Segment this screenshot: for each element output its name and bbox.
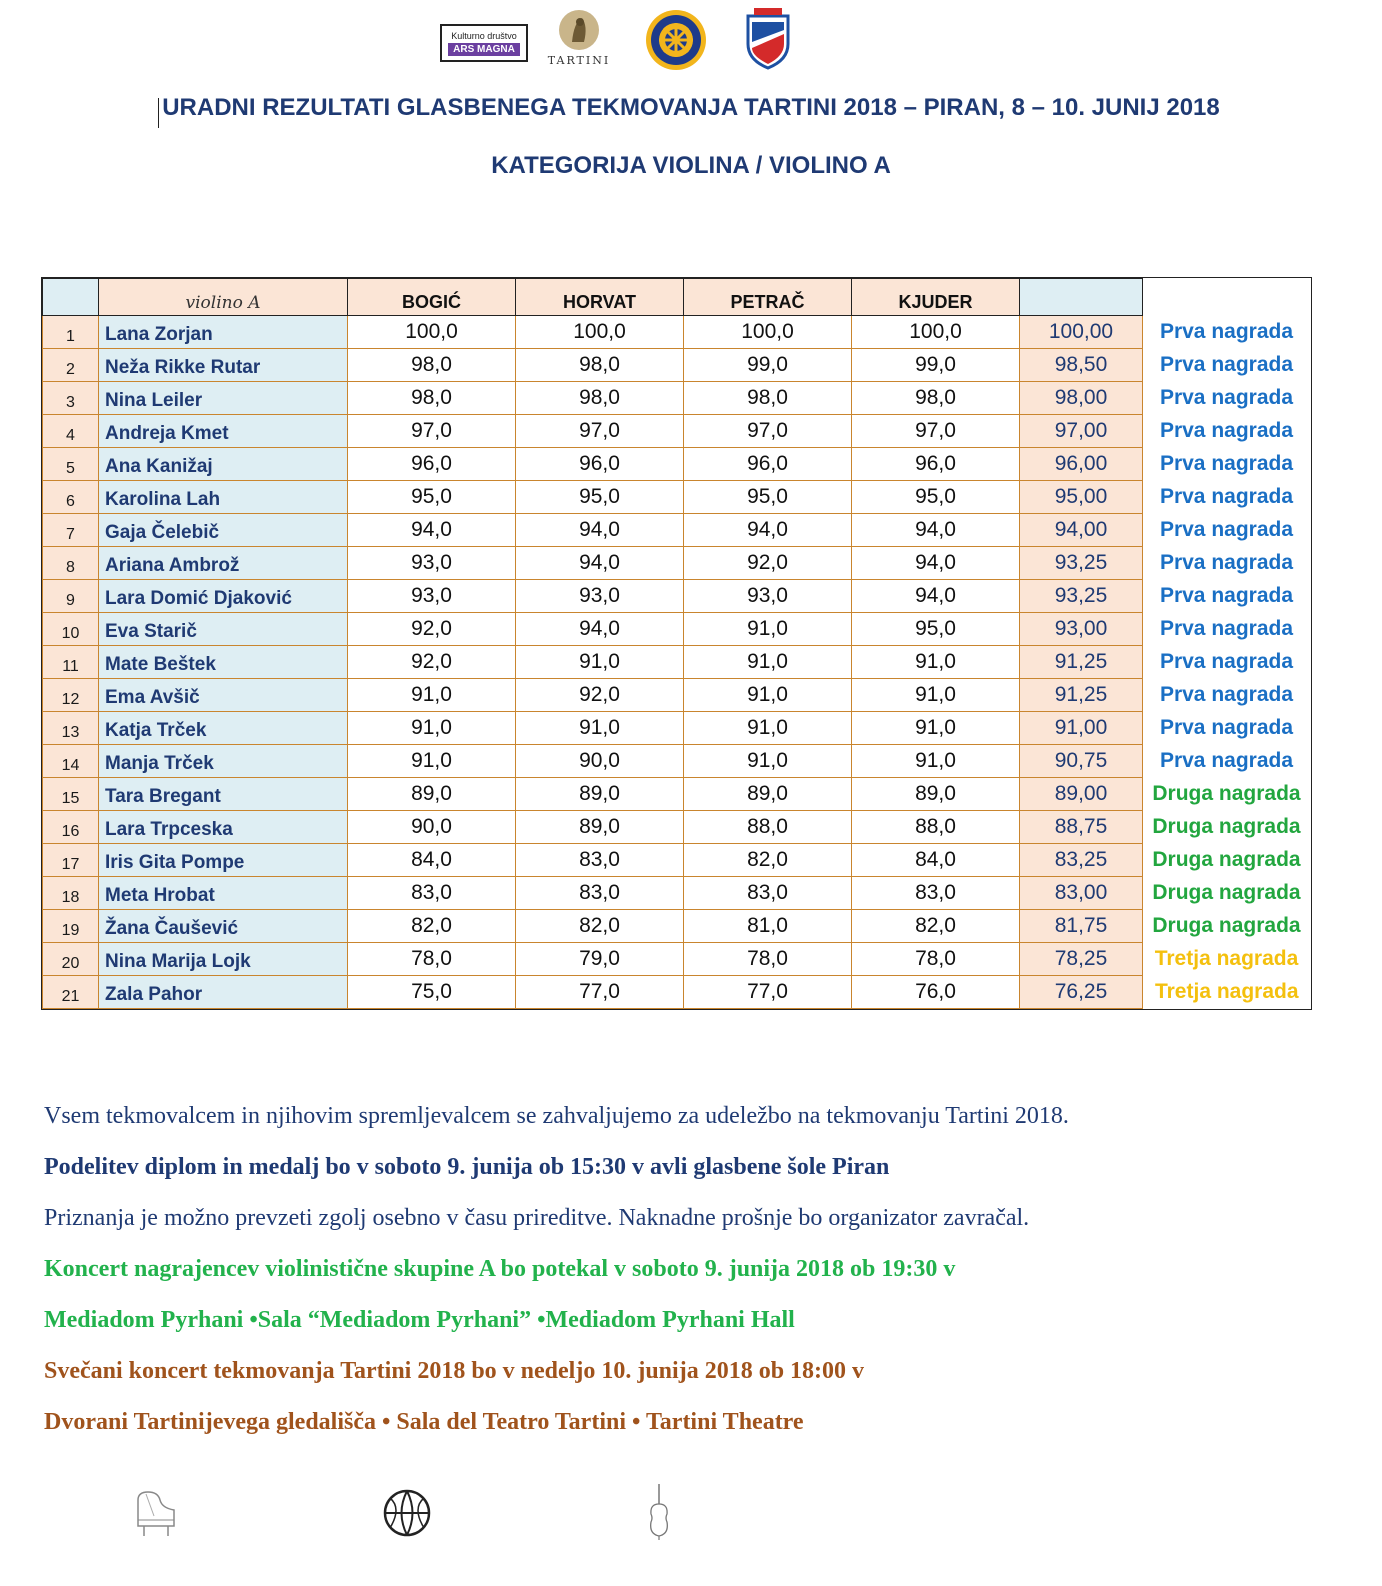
contestant-name: Zala Pahor bbox=[99, 976, 348, 1009]
table-row bbox=[43, 316, 1311, 349]
score-kjuder: 94,0 bbox=[852, 514, 1020, 547]
average-score: 83,25 bbox=[1020, 844, 1143, 877]
row-index: 15 bbox=[43, 778, 99, 811]
score-horvat: 93,0 bbox=[516, 580, 684, 613]
contestant-name: Katja Trček bbox=[99, 712, 348, 745]
score-kjuder: 78,0 bbox=[852, 943, 1020, 976]
average-score: 89,00 bbox=[1020, 778, 1143, 811]
table-row bbox=[43, 712, 1311, 745]
score-petrac: 77,0 bbox=[684, 976, 852, 1009]
score-petrac: 99,0 bbox=[684, 349, 852, 382]
score-petrac: 91,0 bbox=[684, 646, 852, 679]
score-kjuder: 82,0 bbox=[852, 910, 1020, 943]
score-horvat: 89,0 bbox=[516, 778, 684, 811]
score-bogic: 89,0 bbox=[348, 778, 516, 811]
prize-label: Prva nagrada bbox=[1143, 481, 1311, 514]
score-kjuder: 97,0 bbox=[852, 415, 1020, 448]
score-horvat: 92,0 bbox=[516, 679, 684, 712]
score-bogic: 90,0 bbox=[348, 811, 516, 844]
row-index: 17 bbox=[43, 844, 99, 877]
score-kjuder: 84,0 bbox=[852, 844, 1020, 877]
header-index-cell bbox=[43, 279, 99, 316]
score-petrac: 91,0 bbox=[684, 679, 852, 712]
row-index: 20 bbox=[43, 943, 99, 976]
score-horvat: 98,0 bbox=[516, 349, 684, 382]
score-horvat: 94,0 bbox=[516, 613, 684, 646]
score-kjuder: 95,0 bbox=[852, 481, 1020, 514]
score-petrac: 88,0 bbox=[684, 811, 852, 844]
prize-label: Prva nagrada bbox=[1143, 580, 1311, 613]
row-index: 5 bbox=[43, 448, 99, 481]
contestant-name: Nina Marija Lojk bbox=[99, 943, 348, 976]
score-bogic: 95,0 bbox=[348, 481, 516, 514]
piano-icon bbox=[132, 1486, 180, 1538]
score-petrac: 91,0 bbox=[684, 712, 852, 745]
basketball-3x3-logo bbox=[744, 8, 792, 75]
average-score: 90,75 bbox=[1020, 745, 1143, 778]
score-bogic: 82,0 bbox=[348, 910, 516, 943]
contestant-name: Andreja Kmet bbox=[99, 415, 348, 448]
score-horvat: 96,0 bbox=[516, 448, 684, 481]
prize-label: Prva nagrada bbox=[1143, 316, 1311, 349]
row-index: 1 bbox=[43, 316, 99, 349]
score-horvat: 91,0 bbox=[516, 646, 684, 679]
average-score: 93,25 bbox=[1020, 580, 1143, 613]
prize-label: Prva nagrada bbox=[1143, 646, 1311, 679]
header-judge-bogic: BOGIĆ bbox=[348, 279, 516, 316]
table-row bbox=[43, 382, 1311, 415]
table-row bbox=[43, 679, 1311, 712]
score-kjuder: 96,0 bbox=[852, 448, 1020, 481]
average-score: 81,75 bbox=[1020, 910, 1143, 943]
prize-label: Druga nagrada bbox=[1143, 844, 1311, 877]
score-horvat: 90,0 bbox=[516, 745, 684, 778]
score-bogic: 91,0 bbox=[348, 712, 516, 745]
prize-label: Prva nagrada bbox=[1143, 679, 1311, 712]
score-horvat: 79,0 bbox=[516, 943, 684, 976]
row-index: 10 bbox=[43, 613, 99, 646]
prize-label: Prva nagrada bbox=[1143, 712, 1311, 745]
average-score: 96,00 bbox=[1020, 448, 1143, 481]
score-horvat: 94,0 bbox=[516, 547, 684, 580]
score-bogic: 97,0 bbox=[348, 415, 516, 448]
score-petrac: 92,0 bbox=[684, 547, 852, 580]
score-petrac: 98,0 bbox=[684, 382, 852, 415]
average-score: 93,25 bbox=[1020, 547, 1143, 580]
average-score: 98,00 bbox=[1020, 382, 1143, 415]
score-bogic: 94,0 bbox=[348, 514, 516, 547]
table-row bbox=[43, 745, 1311, 778]
table-row bbox=[43, 811, 1311, 844]
tartini-logo bbox=[544, 8, 614, 74]
score-petrac: 82,0 bbox=[684, 844, 852, 877]
prize-label: Prva nagrada bbox=[1143, 547, 1311, 580]
score-petrac: 81,0 bbox=[684, 910, 852, 943]
ars-magna-logo bbox=[440, 24, 528, 62]
score-petrac: 91,0 bbox=[684, 613, 852, 646]
row-index: 18 bbox=[43, 877, 99, 910]
score-kjuder: 83,0 bbox=[852, 877, 1020, 910]
row-index: 21 bbox=[43, 976, 99, 1009]
score-petrac: 89,0 bbox=[684, 778, 852, 811]
score-bogic: 91,0 bbox=[348, 679, 516, 712]
table-row bbox=[43, 646, 1311, 679]
prize-label: Prva nagrada bbox=[1143, 415, 1311, 448]
header-judge-petrac: PETRAČ bbox=[684, 279, 852, 316]
row-index: 12 bbox=[43, 679, 99, 712]
score-petrac: 78,0 bbox=[684, 943, 852, 976]
header-average-cell bbox=[1020, 279, 1143, 316]
prize-label: Tretja nagrada bbox=[1143, 976, 1311, 1009]
score-kjuder: 91,0 bbox=[852, 712, 1020, 745]
diplomas-note: Podelitev diplom in medalj bo v soboto 9. junija ob 15:30 v avli glasbene šole Piran bbox=[44, 1154, 890, 1180]
thanks-note: Vsem tekmovalcem in njihovim spremljevalcem se zahvaljujemo za udeležbo na tekmovanju Tartini 2018. bbox=[44, 1103, 1069, 1129]
contestant-name: Lara Trpceska bbox=[99, 811, 348, 844]
score-horvat: 77,0 bbox=[516, 976, 684, 1009]
header-category-cell: violino A bbox=[99, 279, 348, 316]
score-kjuder: 76,0 bbox=[852, 976, 1020, 1009]
score-horvat: 95,0 bbox=[516, 481, 684, 514]
prize-label: Druga nagrada bbox=[1143, 811, 1311, 844]
contestant-name: Meta Hrobat bbox=[99, 877, 348, 910]
table-row bbox=[43, 976, 1311, 1009]
results-table bbox=[42, 278, 1311, 1009]
table-header-row bbox=[43, 279, 1311, 316]
score-bogic: 78,0 bbox=[348, 943, 516, 976]
shield-3x3-icon bbox=[744, 8, 792, 70]
prize-label: Druga nagrada bbox=[1143, 910, 1311, 943]
contestant-name: Eva Starič bbox=[99, 613, 348, 646]
score-petrac: 95,0 bbox=[684, 481, 852, 514]
score-horvat: 97,0 bbox=[516, 415, 684, 448]
ars-magna-line2: ARS MAGNA bbox=[448, 43, 520, 56]
score-horvat: 98,0 bbox=[516, 382, 684, 415]
contestant-name: Mate Beštek bbox=[99, 646, 348, 679]
row-index: 14 bbox=[43, 745, 99, 778]
score-kjuder: 91,0 bbox=[852, 745, 1020, 778]
score-horvat: 83,0 bbox=[516, 844, 684, 877]
contestant-name: Gaja Čelebič bbox=[99, 514, 348, 547]
prize-label: Tretja nagrada bbox=[1143, 943, 1311, 976]
awards-note: Priznanja je možno prevzeti zgolj osebno v času prireditve. Naknadne prošnje bo organizator zavračal. bbox=[44, 1205, 1030, 1231]
contestant-name: Lana Zorjan bbox=[99, 316, 348, 349]
rotary-logo bbox=[644, 8, 708, 77]
rotary-wheel-icon bbox=[644, 8, 708, 72]
average-score: 76,25 bbox=[1020, 976, 1143, 1009]
page-subtitle: KATEGORIJA VIOLINA / VIOLINO A bbox=[491, 152, 891, 179]
score-petrac: 91,0 bbox=[684, 745, 852, 778]
score-kjuder: 94,0 bbox=[852, 547, 1020, 580]
table-row bbox=[43, 613, 1311, 646]
average-score: 100,00 bbox=[1020, 316, 1143, 349]
score-kjuder: 91,0 bbox=[852, 679, 1020, 712]
score-horvat: 89,0 bbox=[516, 811, 684, 844]
score-petrac: 93,0 bbox=[684, 580, 852, 613]
score-petrac: 96,0 bbox=[684, 448, 852, 481]
violin-icon bbox=[646, 1482, 672, 1542]
score-bogic: 100,0 bbox=[348, 316, 516, 349]
page-title: URADNI REZULTATI GLASBENEGA TEKMOVANJA TARTINI 2018 – PIRAN, 8 – 10. JUNIJ 2018 bbox=[162, 94, 1220, 121]
score-horvat: 100,0 bbox=[516, 316, 684, 349]
score-kjuder: 95,0 bbox=[852, 613, 1020, 646]
score-petrac: 83,0 bbox=[684, 877, 852, 910]
prize-label: Prva nagrada bbox=[1143, 448, 1311, 481]
row-index: 16 bbox=[43, 811, 99, 844]
score-bogic: 92,0 bbox=[348, 646, 516, 679]
prize-label: Prva nagrada bbox=[1143, 745, 1311, 778]
score-petrac: 94,0 bbox=[684, 514, 852, 547]
score-bogic: 91,0 bbox=[348, 745, 516, 778]
average-score: 91,25 bbox=[1020, 646, 1143, 679]
score-bogic: 84,0 bbox=[348, 844, 516, 877]
table-row bbox=[43, 415, 1311, 448]
table-row bbox=[43, 514, 1311, 547]
table-row bbox=[43, 547, 1311, 580]
contestant-name: Tara Bregant bbox=[99, 778, 348, 811]
score-kjuder: 89,0 bbox=[852, 778, 1020, 811]
header-judge-horvat: HORVAT bbox=[516, 279, 684, 316]
average-score: 93,00 bbox=[1020, 613, 1143, 646]
average-score: 94,00 bbox=[1020, 514, 1143, 547]
average-score: 97,00 bbox=[1020, 415, 1143, 448]
prize-label: Druga nagrada bbox=[1143, 778, 1311, 811]
score-horvat: 94,0 bbox=[516, 514, 684, 547]
score-bogic: 83,0 bbox=[348, 877, 516, 910]
average-score: 91,00 bbox=[1020, 712, 1143, 745]
row-index: 11 bbox=[43, 646, 99, 679]
average-score: 95,00 bbox=[1020, 481, 1143, 514]
row-index: 6 bbox=[43, 481, 99, 514]
row-index: 13 bbox=[43, 712, 99, 745]
table-row bbox=[43, 349, 1311, 382]
contestant-name: Ana Kanižaj bbox=[99, 448, 348, 481]
prize-label: Druga nagrada bbox=[1143, 877, 1311, 910]
score-kjuder: 88,0 bbox=[852, 811, 1020, 844]
score-kjuder: 91,0 bbox=[852, 646, 1020, 679]
score-kjuder: 99,0 bbox=[852, 349, 1020, 382]
score-horvat: 83,0 bbox=[516, 877, 684, 910]
footer-icons bbox=[0, 1486, 1382, 1546]
prize-label: Prva nagrada bbox=[1143, 613, 1311, 646]
average-score: 91,25 bbox=[1020, 679, 1143, 712]
prize-label: Prva nagrada bbox=[1143, 382, 1311, 415]
contestant-name: Žana Čaušević bbox=[99, 910, 348, 943]
row-index: 2 bbox=[43, 349, 99, 382]
average-score: 98,50 bbox=[1020, 349, 1143, 382]
score-bogic: 92,0 bbox=[348, 613, 516, 646]
contestant-name: Manja Trček bbox=[99, 745, 348, 778]
contestant-name: Iris Gita Pompe bbox=[99, 844, 348, 877]
score-bogic: 98,0 bbox=[348, 382, 516, 415]
score-kjuder: 98,0 bbox=[852, 382, 1020, 415]
average-score: 83,00 bbox=[1020, 877, 1143, 910]
notes-section bbox=[44, 1100, 1344, 1457]
row-index: 3 bbox=[43, 382, 99, 415]
table-row bbox=[43, 877, 1311, 910]
score-kjuder: 94,0 bbox=[852, 580, 1020, 613]
tartini-label: TARTINI bbox=[547, 54, 611, 67]
score-petrac: 100,0 bbox=[684, 316, 852, 349]
contestant-name: Ariana Ambrož bbox=[99, 547, 348, 580]
table-row bbox=[43, 580, 1311, 613]
score-bogic: 98,0 bbox=[348, 349, 516, 382]
table-row bbox=[43, 910, 1311, 943]
score-horvat: 91,0 bbox=[516, 712, 684, 745]
row-index: 19 bbox=[43, 910, 99, 943]
table-row bbox=[43, 844, 1311, 877]
row-index: 4 bbox=[43, 415, 99, 448]
concert-a-venue: Mediadom Pyrhani •Sala “Mediadom Pyrhani” •Mediadom Pyrhani Hall bbox=[44, 1307, 795, 1333]
concert-a-note: Koncert nagrajencev violinistične skupine A bo potekal v soboto 9. junija 2018 ob 19:30 v bbox=[44, 1256, 956, 1282]
average-score: 88,75 bbox=[1020, 811, 1143, 844]
contestant-name: Nina Leiler bbox=[99, 382, 348, 415]
average-score: 78,25 bbox=[1020, 943, 1143, 976]
score-horvat: 82,0 bbox=[516, 910, 684, 943]
prize-label: Prva nagrada bbox=[1143, 349, 1311, 382]
score-bogic: 75,0 bbox=[348, 976, 516, 1009]
score-petrac: 97,0 bbox=[684, 415, 852, 448]
header-prize-cell bbox=[1143, 279, 1311, 316]
table-row bbox=[43, 943, 1311, 976]
table-row bbox=[43, 778, 1311, 811]
basketball-icon bbox=[382, 1488, 432, 1538]
contestant-name: Karolina Lah bbox=[99, 481, 348, 514]
contestant-name: Lara Domić Djaković bbox=[99, 580, 348, 613]
contestant-name: Ema Avšič bbox=[99, 679, 348, 712]
score-bogic: 96,0 bbox=[348, 448, 516, 481]
row-index: 9 bbox=[43, 580, 99, 613]
table-row bbox=[43, 481, 1311, 514]
sponsor-logos bbox=[0, 8, 1382, 74]
score-bogic: 93,0 bbox=[348, 547, 516, 580]
table-row bbox=[43, 448, 1311, 481]
score-kjuder: 100,0 bbox=[852, 316, 1020, 349]
score-bogic: 93,0 bbox=[348, 580, 516, 613]
contestant-name: Neža Rikke Rutar bbox=[99, 349, 348, 382]
ars-magna-line1: Kulturno društvo bbox=[451, 31, 517, 41]
gala-note: Svečani koncert tekmovanja Tartini 2018 bo v nedeljo 10. junija 2018 ob 18:00 v bbox=[44, 1358, 865, 1384]
gala-venue: Dvorani Tartinijevega gledališča • Sala del Teatro Tartini • Tartini Theatre bbox=[44, 1409, 804, 1435]
header-judge-kjuder: KJUDER bbox=[852, 279, 1020, 316]
row-index: 8 bbox=[43, 547, 99, 580]
prize-label: Prva nagrada bbox=[1143, 514, 1311, 547]
row-index: 7 bbox=[43, 514, 99, 547]
